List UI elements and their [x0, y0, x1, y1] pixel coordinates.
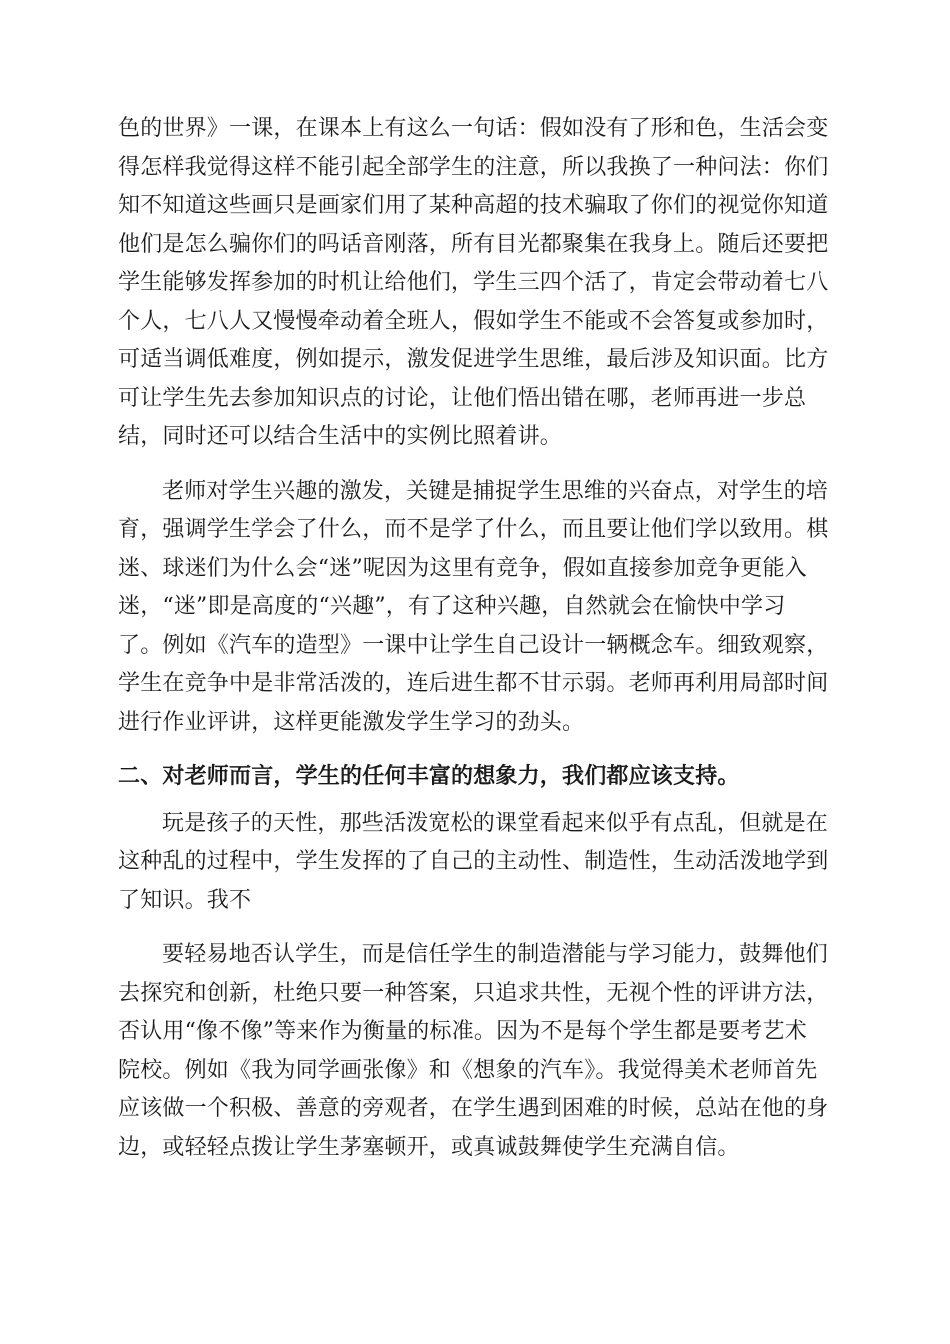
paragraph-line: 个人，七八人又慢慢牵动着全班人，假如学生不能或不会答复或参加时， — [118, 308, 829, 334]
paragraph-spacer — [118, 742, 842, 758]
paragraph-line: 他们是怎么骗你们的吗话音刚落，所有目光都聚集在我身上。随后还要把 — [118, 231, 829, 257]
paragraph-line: 进行作业评讲，这样更能激发学生学习的劲头。 — [118, 709, 585, 735]
paragraph-line: 迷、球迷们为什么会“迷”呢因为这里有竞争，假如直接参加竞争更能入 — [118, 555, 807, 581]
paragraph-line: 色的世界》一课，在课本上有这么一句话：假如没有了形和色，生活会变 — [118, 116, 829, 141]
paragraph-line: 了知识。我不 — [118, 887, 252, 913]
paragraph-3 — [118, 805, 842, 921]
paragraph-line: 否认用“像不像”等来作为衡量的标准。因为不是每个学生都是要考艺术 — [118, 1019, 807, 1044]
paragraph-line: 学生在竞争中是非常活泼的，连后进生都不甘示弱。老师再利用局部时间 — [118, 671, 829, 696]
paragraph-1 — [118, 110, 842, 457]
paragraph-line: 老师对学生兴趣的激发，关键是捕捉学生思维的兴奋点，对学生的培 — [162, 478, 829, 504]
paragraph-line: 得怎样我觉得这样不能引起全部学生的注意，所以我换了一种问法：你们 — [118, 154, 829, 180]
paragraph-line: 学生能够发挥参加的时机让给他们，学生三四个活了，肯定会带动着七八 — [118, 270, 829, 295]
paragraph-spacer — [118, 457, 842, 473]
paragraph-spacer — [118, 797, 842, 805]
section-heading: 二、对老师而言，学生的任何丰富的想象力，我们都应该支持。 — [118, 764, 740, 789]
paragraph-line: 应该做一个积极、善意的旁观者，在学生遇到困难的时候，总站在他的身 — [118, 1096, 829, 1121]
paragraph-line: 院校。例如《我为同学画张像》和《想象的汽车》。我觉得美术老师首先 — [118, 1057, 818, 1083]
paragraph-line: 知不知道这些画只是画家们用了某种高超的技术骗取了你们的视觉你知道 — [118, 193, 829, 218]
paragraph-line: 了。例如《汽车的造型》一课中让学生自己设计一辆概念车。细致观察， — [118, 632, 829, 658]
paragraph-4 — [118, 936, 842, 1167]
paragraph-line: 玩是孩子的天性，那些活泼宽松的课堂看起来似乎有点乱，但就是在 — [162, 810, 829, 836]
paragraph-line: 可适当调低难度，例如提示，激发促进学生思维，最后涉及知识面。比方 — [118, 347, 829, 372]
paragraph-spacer — [118, 920, 842, 936]
document-page — [118, 110, 842, 1167]
paragraph-2 — [118, 473, 842, 743]
paragraph-line: 边，或轻轻点拨让学生茅塞顿开，或真诚鼓舞使学生充满自信。 — [118, 1134, 740, 1160]
paragraph-line: 结，同时还可以结合生活中的实例比照着讲。 — [118, 424, 563, 449]
paragraph-line: 要轻易地否认学生，而是信任学生的制造潜能与学习能力，鼓舞他们 — [162, 942, 829, 967]
paragraph-line: 可让学生先去参加知识点的讨论，让他们悟出错在哪，老师再进一步总 — [118, 385, 807, 411]
paragraph-line: 育，强调学生学会了什么，而不是学了什么，而且要让他们学以致用。棋 — [118, 517, 829, 542]
paragraph-line: 迷，“迷”即是高度的“兴趣”，有了这种兴趣，自然就会在愉快中学习 — [118, 594, 786, 619]
paragraph-line: 这种乱的过程中，学生发挥的了自己的主动性、制造性，生动活泼地学到 — [118, 849, 829, 874]
paragraph-line: 去探究和创新，杜绝只要一种答案，只追求共性，无视个性的评讲方法， — [118, 980, 829, 1006]
